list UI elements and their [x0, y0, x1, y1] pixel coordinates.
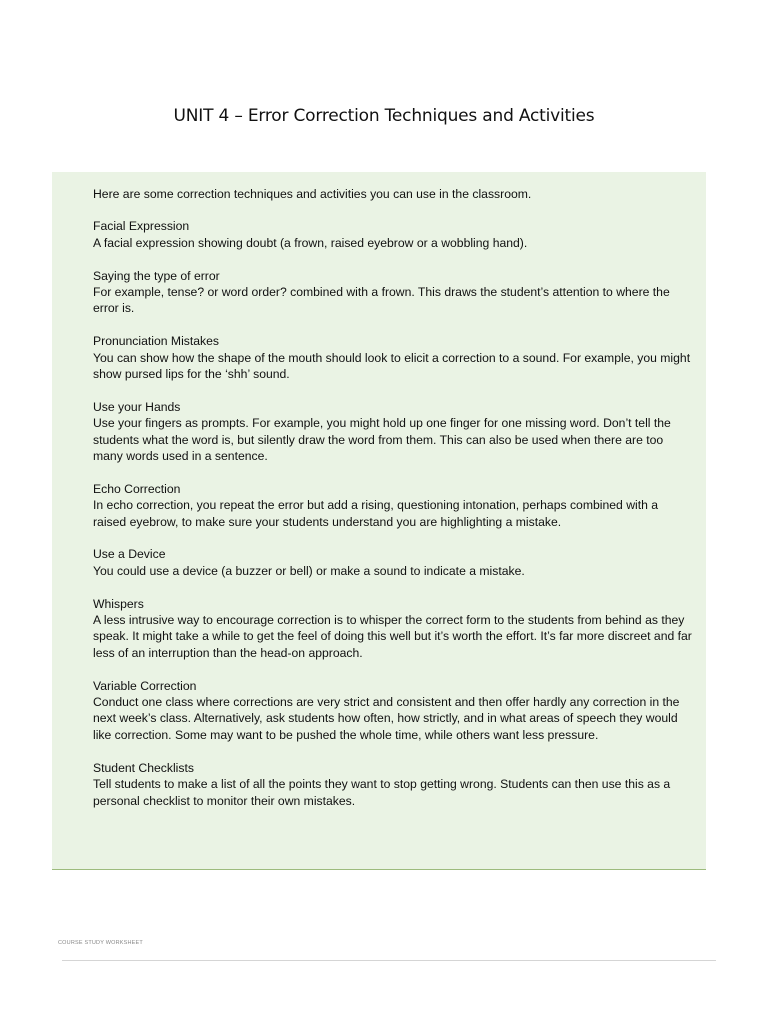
section-facial-expression — [93, 218, 693, 251]
section-variable-correction — [93, 678, 693, 744]
section-body: For example, tense? or word order? combined with a frown. This draws the student’s attention to where the error is. — [93, 285, 670, 316]
section-heading: Student Checklists — [93, 760, 194, 775]
section-heading: Facial Expression — [93, 219, 190, 234]
section-heading: Echo Correction — [93, 481, 181, 496]
section-use-your-hands — [93, 399, 693, 465]
footer-divider — [62, 960, 716, 961]
section-body: In echo correction, you repeat the error but add a rising, questioning intonation, perhaps combined with a raised eyebrow, to make sure your students understand you are highlighting a mistake. — [93, 498, 659, 529]
intro-text: Here are some correction techniques and activities you can use in the classroom. — [93, 187, 532, 201]
section-saying-type-of-error — [93, 268, 693, 317]
section-heading: Use your Hands — [93, 399, 181, 414]
section-heading: Use a Device — [93, 547, 166, 562]
section-heading: Saying the type of error — [93, 268, 220, 283]
page-title: UNIT 4 – Error Correction Techniques and Activities — [173, 106, 595, 126]
section-body: You can show how the shape of the mouth should look to elicit a correction to a sound. For example, you might show pursed lips for the ‘shh’ sound. — [93, 350, 691, 382]
section-body: You could use a device (a buzzer or bell) or make a sound to indicate a mistake. — [93, 563, 525, 578]
section-student-checklists — [93, 760, 693, 809]
section-heading: Whispers — [93, 596, 144, 611]
section-body: Use your fingers as prompts. For example, you might hold up one finger for one missing word. Don’t tell the students what the word is, but silently draw the word from them. This can also be used when there are too many words used in a sentence. — [93, 416, 671, 464]
section-heading: Pronunciation Mistakes — [93, 334, 219, 349]
content-body — [93, 186, 693, 825]
section-pronunciation-mistakes — [93, 333, 693, 382]
section-body: A less intrusive way to encourage correction is to whisper the correct form to the students from behind as they speak. It might take a while to get the feel of doing this well but it’s worth the effort. It’s far more discreet and far less of an interruption than the head-on approach. — [93, 613, 692, 660]
section-heading: Variable Correction — [93, 678, 197, 693]
section-body: Conduct one class where corrections are very strict and consistent and then offer hardly any correction in the next week’s class. Alternatively, ask students how often, how strictly, and in what areas of speech they would like correction. Some may want to be pushed the whole time, while others want less pressure. — [93, 695, 680, 742]
section-body: A facial expression showing doubt (a frown, raised eyebrow or a wobbling hand). — [93, 235, 528, 250]
section-body: Tell students to make a list of all the points they want to stop getting wrong. Students can then use this as a personal checklist to monitor their own mistakes. — [93, 777, 671, 808]
footer-label: COURSE STUDY WORKSHEET — [58, 940, 143, 946]
section-whispers — [93, 596, 693, 662]
section-echo-correction — [93, 481, 693, 530]
section-use-a-device — [93, 546, 693, 579]
